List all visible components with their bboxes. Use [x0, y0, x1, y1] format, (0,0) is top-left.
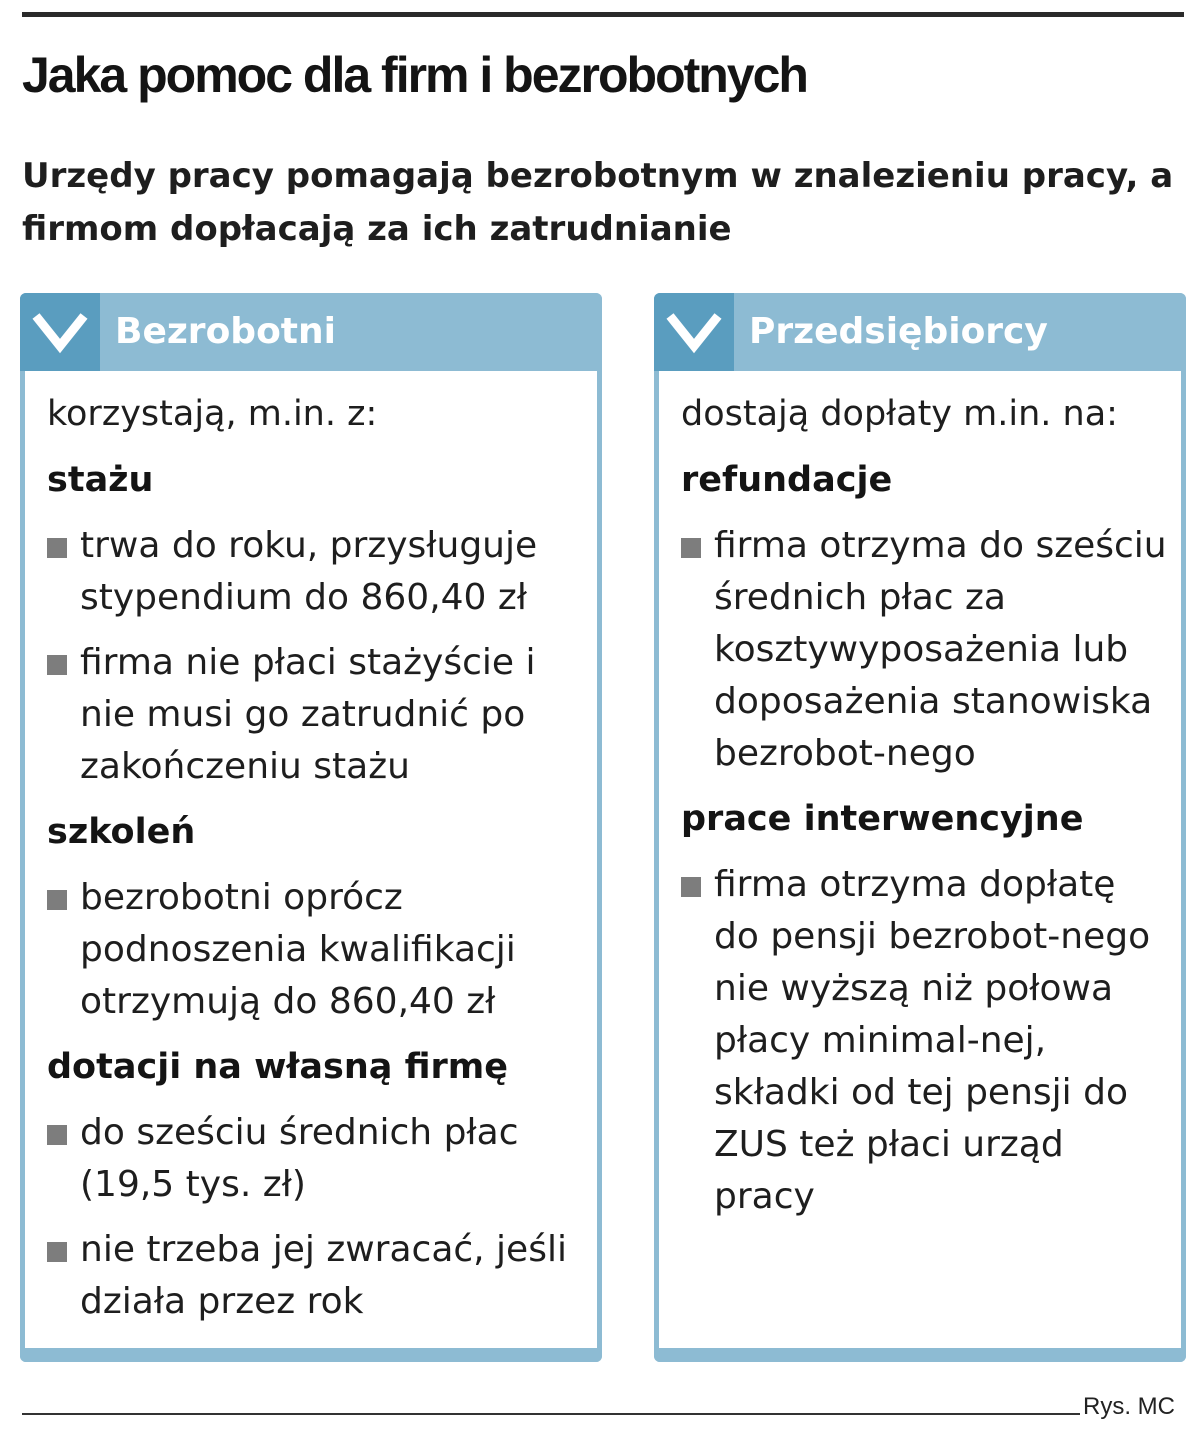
list-item-text: firma otrzyma do sześciu średnich płac za kosztywyposażenia lub doposażenia stanowiska bezrobot-nego [714, 525, 1167, 774]
panel-body [681, 388, 1169, 1236]
square-bullet-icon [681, 877, 701, 897]
list-item-text: firma nie płaci stażyście i nie musi go zatrudnić po zakończeniu stażu [80, 642, 536, 787]
credit: Rys. MC [1083, 1393, 1175, 1420]
list-item [47, 520, 585, 624]
panel-intro: korzystają, m.in. z: [47, 394, 378, 434]
list-item-text: nie trzeba jej zwracać, jeśli działa przez rok [80, 1229, 567, 1322]
square-bullet-icon [47, 1242, 67, 1262]
list-item-text: do sześciu średnich płac (19,5 tys. zł) [80, 1112, 519, 1205]
section-title: refundacje [681, 460, 893, 500]
panel-header-label: Przedsiębiorcy [749, 311, 1048, 352]
list-item [681, 520, 1169, 780]
section-title: stażu [47, 460, 154, 500]
list-item [47, 1107, 585, 1211]
list-item-text: trwa do roku, przysługuje stypendium do 860,40 zł [80, 525, 538, 618]
square-bullet-icon [47, 655, 67, 675]
list-item-text: firma otrzyma dopłatę do pensji bezrobot-nego nie wyższą niż połowa płacy minimal-nej, składki od tej pensji do ZUS też płaci urząd pracy [714, 864, 1151, 1217]
panel-header [654, 293, 1186, 371]
panel-header-label: Bezrobotni [115, 311, 336, 352]
panel-intro: dostają dopłaty m.in. na: [681, 394, 1118, 434]
list-item-text: bezrobotni oprócz podnoszenia kwalifikacji otrzymują do 860,40 zł [80, 877, 516, 1022]
square-bullet-icon [681, 538, 701, 558]
list-item [47, 637, 585, 793]
square-bullet-icon [47, 1125, 67, 1145]
headline: Jaka pomoc dla firm i bezrobotnych [22, 47, 807, 103]
section-title: dotacji na własną firmę [47, 1047, 508, 1087]
square-bullet-icon [47, 890, 67, 910]
subtitle: Urzędy pracy pomagają bezrobotnym w znalezieniu pracy, a firmom dopłacają za ich zatrudnianie [22, 156, 1174, 249]
section-title: prace interwencyjne [681, 799, 1084, 839]
chevron-down-icon [654, 293, 734, 371]
list-item [47, 1224, 585, 1328]
section-title: szkoleń [47, 812, 196, 852]
panel-przedsiebiorcy [654, 293, 1186, 1362]
bottom-rule [22, 1413, 1080, 1415]
square-bullet-icon [47, 538, 67, 558]
panel-bezrobotni [20, 293, 602, 1362]
list-item [47, 872, 585, 1028]
panel-body [47, 388, 585, 1341]
panel-header [20, 293, 602, 371]
chevron-down-icon [20, 293, 100, 371]
list-item [681, 859, 1169, 1223]
top-rule [22, 12, 1184, 17]
